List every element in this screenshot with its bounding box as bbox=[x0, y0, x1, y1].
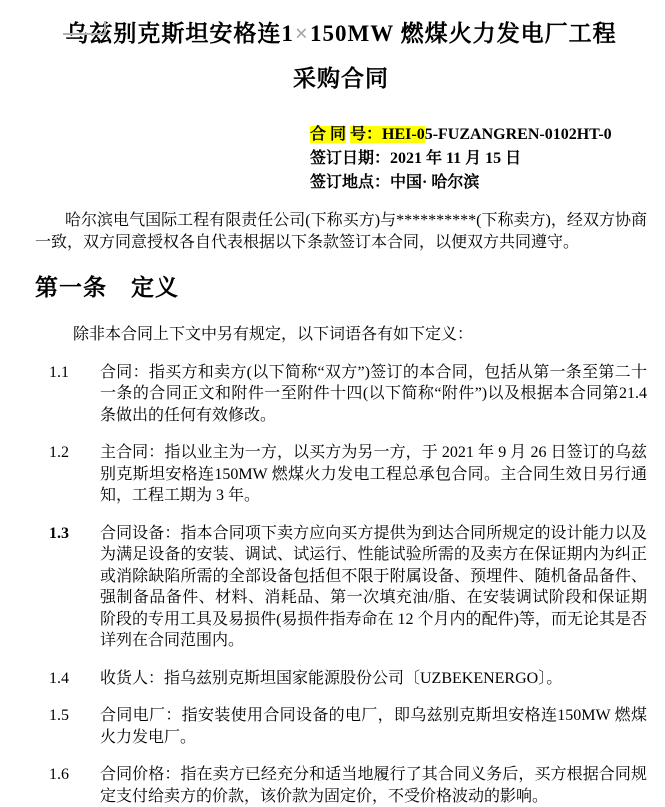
contract-number-label-highlighted: 合 同 bbox=[310, 126, 346, 143]
sign-date-line bbox=[310, 147, 647, 171]
sign-date-label: 签订日期： bbox=[310, 150, 390, 167]
definition-item-1-4 bbox=[35, 668, 647, 690]
section-intro: 除非本合同上下文中另有规定，以下词语各有如下定义： bbox=[35, 324, 647, 346]
definitions-list bbox=[35, 362, 647, 807]
margin-corner-mark-icon bbox=[63, 21, 106, 35]
definition-text: 合同电厂：指安装使用合同设备的电厂，即乌兹别克斯坦安格连150MW 燃煤火力发电厂。 bbox=[100, 705, 647, 748]
document-page bbox=[0, 21, 665, 794]
definition-text: 收货人：指乌兹别克斯坦国家能源股份公司〔UZBEKENERGO〕。 bbox=[100, 668, 647, 690]
definition-text: 合同设备：指本合同项下卖方应向买方提供为到达合同所规定的设计能力以及为满足设备的安装、调试、试运行、性能试验所需的及卖方在保证期内为纠正或消除缺陷所需的全部设备包括但不限于附属设备、预埋件、随机备品备件、强制备品备件、材料、消耗品、第一次填充油/脂、在安装调试阶段和保证期阶段的专用工具及易损件(易损件指寿命在 12 个月内的配件)等，而无论其是否详列在合同范围内。 bbox=[100, 523, 647, 652]
contract-number-value: 5-FUZANGREN-0102HT-0 bbox=[425, 126, 612, 143]
definition-item-1-1 bbox=[35, 362, 647, 427]
definition-item-1-5 bbox=[35, 705, 647, 748]
sign-place-value: 中国· 哈尔滨 bbox=[390, 174, 479, 191]
definition-number: 1.3 bbox=[35, 523, 100, 652]
document-subtitle: 采购合同 bbox=[35, 66, 647, 91]
definition-number: 1.5 bbox=[35, 705, 100, 748]
section-heading: 第一条 定义 bbox=[35, 274, 647, 301]
contract-number-value-highlighted: 号：HEI-0 bbox=[350, 126, 425, 143]
definition-text: 合同：指买方和卖方(以下简称“双方”)签订的本合同，包括从第一条至第二十一条的合同正文和附件一至附件十四(以下简称“附件”)以及根据本合同第21.4 条做出的任何有效修改。 bbox=[100, 362, 647, 427]
document-title bbox=[35, 21, 647, 46]
definition-number: 1.4 bbox=[35, 668, 100, 690]
definition-number: 1.6 bbox=[35, 764, 100, 807]
sign-place-label: 签订地点： bbox=[310, 174, 390, 191]
definition-item-1-3 bbox=[35, 523, 647, 652]
multiplication-sign: × bbox=[294, 21, 310, 46]
contract-number-line bbox=[310, 123, 647, 147]
title-part2: 150MW 燃煤火力发电厂工程 bbox=[310, 21, 617, 46]
definition-number: 1.2 bbox=[35, 442, 100, 507]
intro-paragraph: 哈尔滨电气国际工程有限责任公司(下称买方)与**********(下称卖方)，经双方协商一致，双方同意授权各自代表根据以下条款签订本合同，以便双方共同遵守。 bbox=[35, 210, 647, 253]
sign-place-line bbox=[310, 171, 647, 195]
sign-date-value: 2021 年 11 月 15 日 bbox=[390, 150, 521, 167]
definition-text: 主合同：指以业主为一方，以买方为另一方，于 2021 年 9 月 26 日签订的乌兹别克斯坦安格连150MW 燃煤火力发电工程总承包合同。主合同生效日另行通知，工程工期为 3 年。 bbox=[100, 442, 647, 507]
definition-item-1-2 bbox=[35, 442, 647, 507]
definition-item-1-6 bbox=[35, 764, 647, 807]
definition-text: 合同价格：指在卖方已经充分和适当地履行了其合同义务后，买方根据合同规定支付给卖方的价款，该价款为固定价，不受价格波动的影响。 bbox=[100, 764, 647, 807]
contract-info-block bbox=[310, 123, 647, 195]
title-part1: 乌兹别克斯坦安格连1 bbox=[65, 21, 294, 46]
definition-number: 1.1 bbox=[35, 362, 100, 427]
